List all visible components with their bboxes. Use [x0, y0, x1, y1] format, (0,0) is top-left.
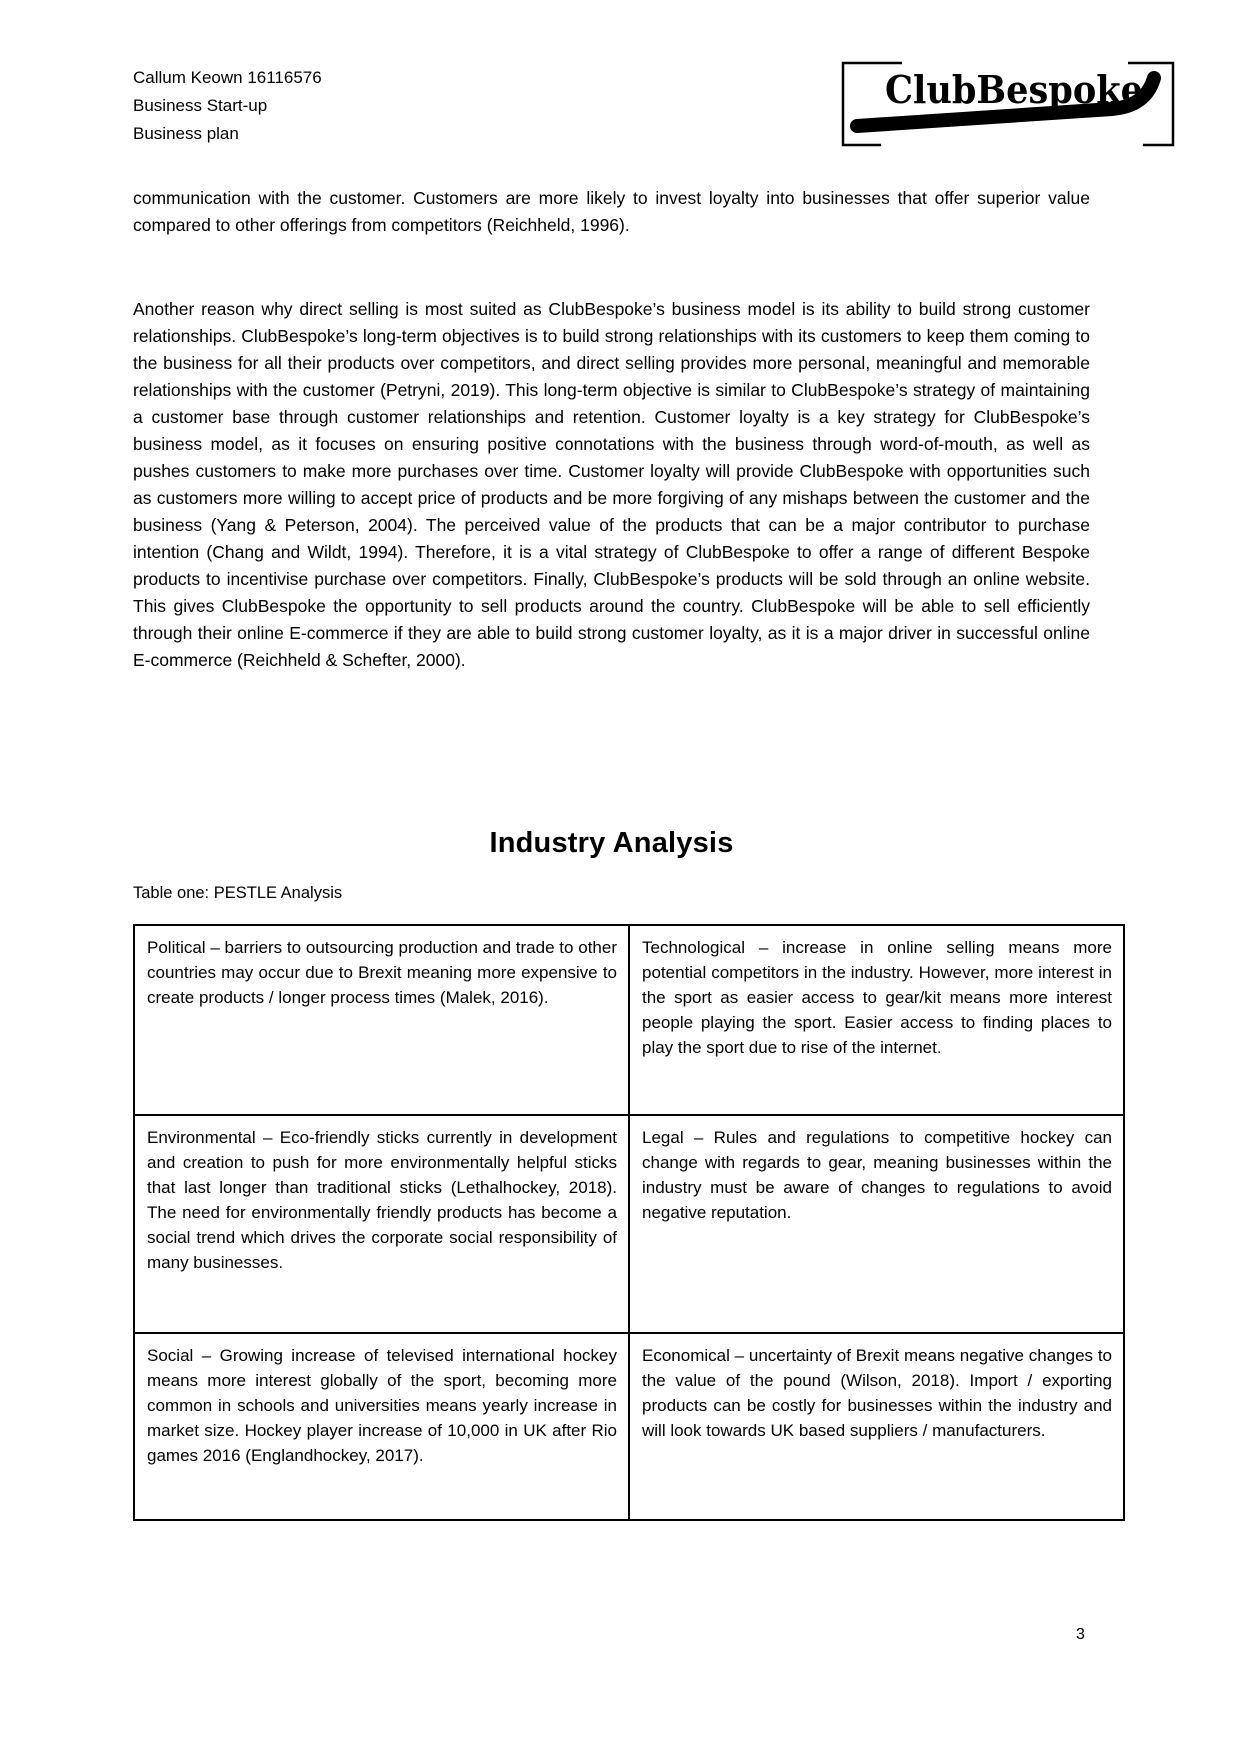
pestle-table — [133, 924, 1125, 1521]
page-number: 3 — [1076, 1626, 1085, 1643]
table-row — [134, 925, 1124, 1115]
document-body — [133, 185, 1112, 1521]
header-module-line: Business Start-up — [133, 96, 268, 115]
header-title-line: Business plan — [133, 124, 239, 143]
body-paragraph-2: Another reason why direct selling is most suited as ClubBespoke’s business model is its ability to build strong customer relationships. ClubBespoke’s long-term objectives is to build strong relationships with its customers to keep them coming to the business for all their products over competitors, and direct selling provides more personal, meaningful and memorable relationships with the customer (Petryni, 2019). This long-term objective is similar to ClubBespoke’s strategy of maintaining a customer base through customer relationships and retention. Customer loyalty is a key strategy for ClubBespoke’s business model, as it focuses on ensuring positive connotations with the business through word-of-mouth, as well as pushes customers to make more purchases over time. Customer loyalty will provide ClubBespoke with opportunities such as customers more willing to accept price of products and be more forgiving of any mishaps between the customer and the business (Yang & Peterson, 2004). The perceived value of the products that can be a major contributor to purchase intention (Chang and Wildt, 1994). Therefore, it is a vital strategy of ClubBespoke to offer a range of different Bespoke products to incentivise purchase over competitors. Finally, ClubBespoke’s products will be sold through an online website. This gives ClubBespoke the opportunity to sell products around the country. ClubBespoke will be able to sell efficiently through their online E-commerce if they are able to build strong customer loyalty, as it is a major driver in successful online E-commerce (Reichheld & Schefter, 2000). — [133, 299, 1090, 670]
logo-text: ClubBespoke — [885, 67, 1143, 112]
table-cell-political: Political – barriers to outsourcing production and trade to other countries may occur due to Brexit meaning more expensive to create products / longer process times (Malek, 2016). — [134, 925, 629, 1115]
table-row — [134, 1333, 1124, 1520]
section-heading-industry-analysis: Industry Analysis — [489, 827, 734, 859]
table-row — [134, 1115, 1124, 1333]
clubbespoke-logo — [840, 60, 1176, 148]
document-header — [133, 64, 322, 148]
table-cell-social: Social – Growing increase of televised international hockey means more interest globally of the sport, becoming more common in schools and universities means yearly increase in market size. Hockey player increase of 10,000 in UK after Rio games 2016 (Englandhockey, 2017). — [134, 1333, 629, 1520]
body-paragraph-1: communication with the customer. Customers are more likely to invest loyalty into businesses that offer superior value compared to other offerings from competitors (Reichheld, 1996). — [133, 188, 1090, 235]
table-cell-legal: Legal – Rules and regulations to competitive hockey can change with regards to gear, meaning businesses within the industry must be aware of changes to regulations to avoid negative reputation. — [629, 1115, 1124, 1333]
header-author-line: Callum Keown 16116576 — [133, 68, 322, 87]
table-caption: Table one: PESTLE Analysis — [133, 884, 343, 902]
table-cell-economical: Economical – uncertainty of Brexit means negative changes to the value of the pound (Wilson, 2018). Import / exporting products can be costly for businesses within the industry and will look towards UK based suppliers / manufacturers. — [629, 1333, 1124, 1520]
table-cell-environmental: Environmental – Eco-friendly sticks currently in development and creation to push for more environmentally helpful sticks that last longer than traditional sticks (Lethalhockey, 2018). The need for environmentally friendly products has become a social trend which drives the corporate social responsibility of many businesses. — [134, 1115, 629, 1333]
table-cell-technological: Technological – increase in online selling means more potential competitors in the industry. However, more interest in the sport as easier access to gear/kit means more interest people playing the sport. Easier access to finding places to play the sport due to rise of the internet. — [629, 925, 1124, 1115]
